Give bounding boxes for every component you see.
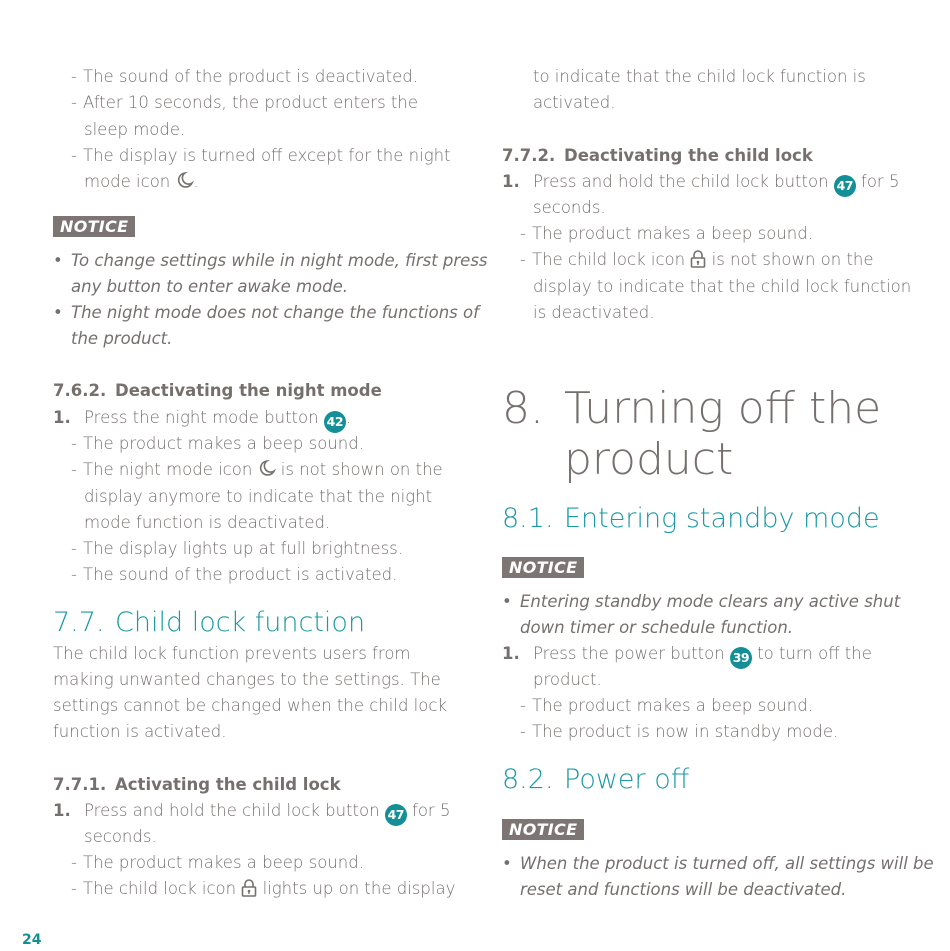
button-number-badge: 47 xyxy=(834,175,856,197)
step-item-continued: product. xyxy=(533,670,602,689)
notice-item-continued: down timer or schedule function. xyxy=(520,618,794,637)
paragraph-line: The child lock function prevents users from xyxy=(53,644,411,663)
notice-item-continued: reset and functions will be deactivated. xyxy=(520,880,847,899)
notice-badge: NOTICE xyxy=(53,216,135,237)
step-item-continued: seconds. xyxy=(533,198,606,217)
step-item-continued: seconds. xyxy=(84,827,157,846)
result-item-continued: display anymore to indicate that the night xyxy=(84,487,433,506)
paragraph-line: function is activated. xyxy=(53,722,227,741)
notice-badge: NOTICE xyxy=(502,819,584,840)
section-heading-8-2: 8.2. Power off xyxy=(502,764,690,795)
result-item-continued: is deactivated. xyxy=(533,303,655,322)
result-item-continued: mode icon . xyxy=(84,169,199,198)
result-item-continued: to indicate that the child lock function is xyxy=(533,67,866,86)
page-number: 24 xyxy=(22,932,42,948)
section-heading-7-7-1: 7.7.1. Activating the child lock xyxy=(53,775,341,794)
lock-icon xyxy=(241,879,257,905)
section-heading-7-7-2: 7.7.2. Deactivating the child lock xyxy=(502,146,813,165)
notice-badge: NOTICE xyxy=(502,557,584,578)
result-item-continued: sleep mode. xyxy=(84,120,186,139)
button-number-badge: 39 xyxy=(730,647,752,669)
section-heading-7-6-2: 7.6.2. Deactivating the night mode xyxy=(53,381,382,400)
result-item-continued: display to indicate that the child lock function xyxy=(533,277,912,296)
notice-item-continued: the product. xyxy=(71,329,173,348)
button-number-badge: 47 xyxy=(385,804,407,826)
moon-icon xyxy=(258,459,276,486)
button-number-badge: 42 xyxy=(324,411,346,433)
paragraph-line: making unwanted changes to the settings. The xyxy=(53,670,441,689)
moon-icon xyxy=(176,171,194,198)
notice-item-continued: any button to enter awake mode. xyxy=(71,277,349,296)
result-item-continued: activated. xyxy=(533,93,616,112)
section-heading-8-1: 8.1. Entering standby mode xyxy=(502,503,880,534)
lock-icon xyxy=(690,250,706,276)
result-item-continued: mode function is deactivated. xyxy=(84,513,331,532)
paragraph-line: settings cannot be changed when the child lock xyxy=(53,696,447,715)
section-heading-7-7: 7.7. Child lock function xyxy=(53,607,366,638)
